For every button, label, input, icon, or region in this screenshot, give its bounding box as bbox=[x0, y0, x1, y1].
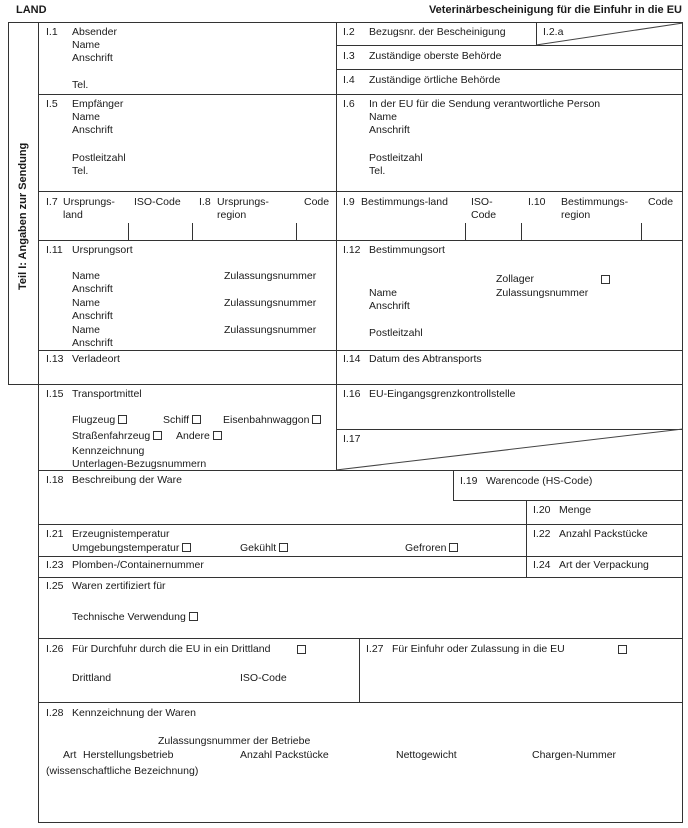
field-number: I.15 bbox=[46, 388, 64, 400]
field-label: In der EU für die Sendung verantwortliche Person bbox=[369, 98, 601, 110]
other-option[interactable] bbox=[176, 430, 222, 443]
field-label: Bestimmungsort bbox=[369, 244, 445, 256]
species-column: Art bbox=[63, 749, 77, 761]
name-label: Name bbox=[72, 39, 101, 51]
field-label: land bbox=[63, 209, 83, 221]
field-label: Warencode (HS-Code) bbox=[486, 475, 593, 487]
chilled-label: Gekühlt bbox=[240, 542, 277, 554]
field-label: Für Einfuhr oder Zulassung in die EU bbox=[392, 643, 565, 655]
field-number: I.18 bbox=[46, 474, 64, 486]
field-label: Waren zertifiziert für bbox=[72, 580, 166, 592]
divider bbox=[336, 45, 683, 46]
divider bbox=[38, 191, 683, 192]
field-label: Verladeort bbox=[72, 353, 120, 365]
divider bbox=[453, 470, 454, 500]
divider bbox=[38, 94, 683, 95]
iso-code-label: ISO-Code bbox=[240, 672, 287, 684]
field-number: I.14 bbox=[343, 353, 361, 365]
field-number: I.2.a bbox=[543, 26, 564, 38]
import-checkbox[interactable] bbox=[618, 645, 627, 654]
postcode-label: Postleitzahl bbox=[369, 327, 423, 339]
divider bbox=[526, 500, 527, 577]
address-label: Anschrift bbox=[369, 124, 410, 136]
field-number: I.4 bbox=[343, 74, 355, 86]
railway-option[interactable] bbox=[223, 414, 321, 427]
ship-checkbox[interactable] bbox=[192, 415, 201, 424]
field-label: Zuständige oberste Behörde bbox=[369, 50, 502, 62]
divider bbox=[359, 638, 360, 702]
other-label: Andere bbox=[176, 430, 210, 442]
field-number: I.24 bbox=[533, 559, 551, 571]
country-heading: LAND bbox=[16, 4, 47, 16]
field-number: I.5 bbox=[46, 98, 58, 110]
field-label: Transportmittel bbox=[72, 388, 142, 400]
third-country-label: Drittland bbox=[72, 672, 112, 684]
documents-label: Unterlagen-Bezugsnummern bbox=[72, 458, 207, 470]
technical-use-checkbox[interactable] bbox=[189, 612, 198, 621]
ship-option[interactable] bbox=[163, 414, 201, 427]
field-label: Für Durchfuhr durch die EU in ein Drittland bbox=[72, 643, 271, 655]
plant-column: Herstellungsbetrieb bbox=[83, 749, 174, 761]
approval-header: Zulassungsnummer der Betriebe bbox=[158, 735, 311, 747]
divider bbox=[336, 22, 337, 470]
name-label: Name bbox=[369, 111, 398, 123]
field-label: Ursprungs- bbox=[63, 196, 115, 208]
field-label: region bbox=[561, 209, 591, 221]
ship-label: Schiff bbox=[163, 414, 190, 426]
address-label: Anschrift bbox=[72, 310, 113, 322]
field-label: Ursprungs- bbox=[217, 196, 269, 208]
field-number: I.12 bbox=[343, 244, 361, 256]
field-label: Datum des Abtransports bbox=[369, 353, 482, 365]
field-number: I.21 bbox=[46, 528, 64, 540]
part1-label: Teil I: Angaben zur Sendung bbox=[17, 142, 29, 290]
field-number: I.13 bbox=[46, 353, 64, 365]
divider bbox=[38, 240, 683, 241]
code-label: Code bbox=[304, 196, 330, 208]
identification-label: Kennzeichnung bbox=[72, 445, 145, 457]
certificate-title: Veterinärbescheinigung für die Einfuhr in die EU bbox=[428, 4, 682, 16]
field-label: Erzeugnistemperatur bbox=[72, 528, 170, 540]
postcode-label: Postleitzahl bbox=[72, 152, 126, 164]
field-number: I.1 bbox=[46, 26, 58, 38]
address-label: Anschrift bbox=[72, 124, 113, 136]
approval-number-label: Zulassungsnummer bbox=[496, 287, 589, 299]
frozen-label: Gefroren bbox=[405, 542, 447, 554]
field-number: I.26 bbox=[46, 643, 64, 655]
approval-number-label: Zulassungsnummer bbox=[224, 270, 317, 282]
field-label: region bbox=[217, 209, 247, 221]
species-subtitle: (wissenschaftliche Bezeichnung) bbox=[46, 765, 199, 777]
field-number: I.2 bbox=[343, 26, 355, 38]
divider bbox=[38, 577, 683, 578]
name-label: Name bbox=[72, 297, 101, 309]
field-label: Empfänger bbox=[72, 98, 124, 110]
approval-number-label: Zulassungsnummer bbox=[224, 297, 317, 309]
field-label: Beschreibung der Ware bbox=[72, 474, 182, 486]
code-label: Code bbox=[648, 196, 674, 208]
divider bbox=[453, 500, 683, 501]
transit-checkbox[interactable] bbox=[297, 645, 306, 654]
name-label: Name bbox=[369, 287, 398, 299]
divider bbox=[38, 524, 683, 525]
ambient-option[interactable] bbox=[72, 542, 191, 555]
field-number: I.23 bbox=[46, 559, 64, 571]
bonded-warehouse-label: Zollager bbox=[496, 273, 534, 285]
postcode-label: Postleitzahl bbox=[369, 152, 423, 164]
other-checkbox[interactable] bbox=[213, 431, 222, 440]
address-label: Anschrift bbox=[369, 300, 410, 312]
field-number: I.27 bbox=[366, 643, 384, 655]
field-number: I.6 bbox=[343, 98, 355, 110]
field-number: I.8 bbox=[199, 196, 211, 208]
address-label: Anschrift bbox=[72, 52, 113, 64]
technical-use-label: Technische Verwendung bbox=[72, 611, 186, 623]
field-label: Ursprungsort bbox=[72, 244, 133, 256]
field-label: EU-Eingangsgrenzkontrollstelle bbox=[369, 388, 516, 400]
field-number: I.19 bbox=[460, 475, 478, 487]
field-number: I.11 bbox=[46, 244, 63, 256]
technical-use-option[interactable] bbox=[72, 611, 198, 624]
net-weight-column: Nettogewicht bbox=[396, 749, 457, 761]
address-label: Anschrift bbox=[72, 337, 113, 349]
tick bbox=[192, 223, 193, 240]
aircraft-checkbox[interactable] bbox=[118, 415, 127, 424]
chilled-option[interactable] bbox=[240, 542, 288, 555]
divider bbox=[38, 556, 683, 557]
field-label: Anzahl Packstücke bbox=[559, 528, 648, 540]
address-label: Anschrift bbox=[72, 283, 113, 295]
divider bbox=[38, 638, 683, 639]
divider bbox=[336, 69, 683, 70]
divider bbox=[8, 384, 683, 385]
iso-code-label: ISO- bbox=[471, 196, 493, 208]
road-vehicle-label: Straßenfahrzeug bbox=[72, 430, 151, 442]
tick bbox=[465, 223, 466, 240]
aircraft-label: Flugzeug bbox=[72, 414, 116, 426]
approval-number-label: Zulassungsnummer bbox=[224, 324, 317, 336]
field-number: I.22 bbox=[533, 528, 551, 540]
name-label: Name bbox=[72, 324, 101, 336]
field-number: I.10 bbox=[528, 196, 546, 208]
phone-label: Tel. bbox=[72, 165, 89, 177]
strike-diagonal bbox=[336, 429, 683, 470]
field-number: I.3 bbox=[343, 50, 355, 62]
aircraft-option[interactable] bbox=[72, 414, 127, 427]
divider bbox=[38, 470, 683, 471]
phone-label: Tel. bbox=[72, 79, 89, 91]
batch-number-column: Chargen-Nummer bbox=[532, 749, 617, 761]
road-vehicle-option[interactable] bbox=[72, 430, 162, 443]
field-number: I.7 bbox=[46, 196, 58, 208]
ambient-checkbox[interactable] bbox=[182, 543, 191, 552]
packages-column: Anzahl Packstücke bbox=[240, 749, 329, 761]
frozen-option[interactable] bbox=[405, 542, 458, 555]
field-number: I.16 bbox=[343, 388, 361, 400]
field-label: Kennzeichnung der Waren bbox=[72, 707, 196, 719]
ambient-label: Umgebungstemperatur bbox=[72, 542, 180, 554]
name-label: Name bbox=[72, 270, 101, 282]
field-number: I.20 bbox=[533, 504, 551, 516]
strike-diagonal bbox=[536, 22, 683, 45]
field-label: Bestimmungs- bbox=[561, 196, 629, 208]
tick bbox=[128, 223, 129, 240]
field-label: Bestimmungs-land bbox=[361, 196, 448, 208]
field-label: Zuständige örtliche Behörde bbox=[369, 74, 501, 86]
field-number: I.17 bbox=[343, 433, 361, 445]
field-label: Absender bbox=[72, 26, 117, 38]
chilled-checkbox[interactable] bbox=[279, 543, 288, 552]
railway-checkbox[interactable] bbox=[312, 415, 321, 424]
iso-code-label: ISO-Code bbox=[134, 196, 181, 208]
field-label: Art der Verpackung bbox=[559, 559, 649, 571]
railway-label: Eisenbahnwaggon bbox=[223, 414, 310, 426]
field-label: Plomben-/Containernummer bbox=[72, 559, 204, 571]
field-number: I.25 bbox=[46, 580, 64, 592]
tick bbox=[521, 223, 522, 240]
frozen-checkbox[interactable] bbox=[449, 543, 458, 552]
bonded-warehouse-checkbox[interactable] bbox=[601, 275, 610, 284]
divider bbox=[38, 702, 683, 703]
tick bbox=[641, 223, 642, 240]
field-number: I.28 bbox=[46, 707, 64, 719]
field-label: Menge bbox=[559, 504, 592, 516]
name-label: Name bbox=[72, 111, 101, 123]
divider bbox=[38, 350, 683, 351]
tick bbox=[296, 223, 297, 240]
iso-code-label: Code bbox=[471, 209, 497, 221]
field-number: I.9 bbox=[343, 196, 355, 208]
road-vehicle-checkbox[interactable] bbox=[153, 431, 162, 440]
phone-label: Tel. bbox=[369, 165, 386, 177]
field-label: Bezugsnr. der Bescheinigung bbox=[369, 26, 506, 38]
